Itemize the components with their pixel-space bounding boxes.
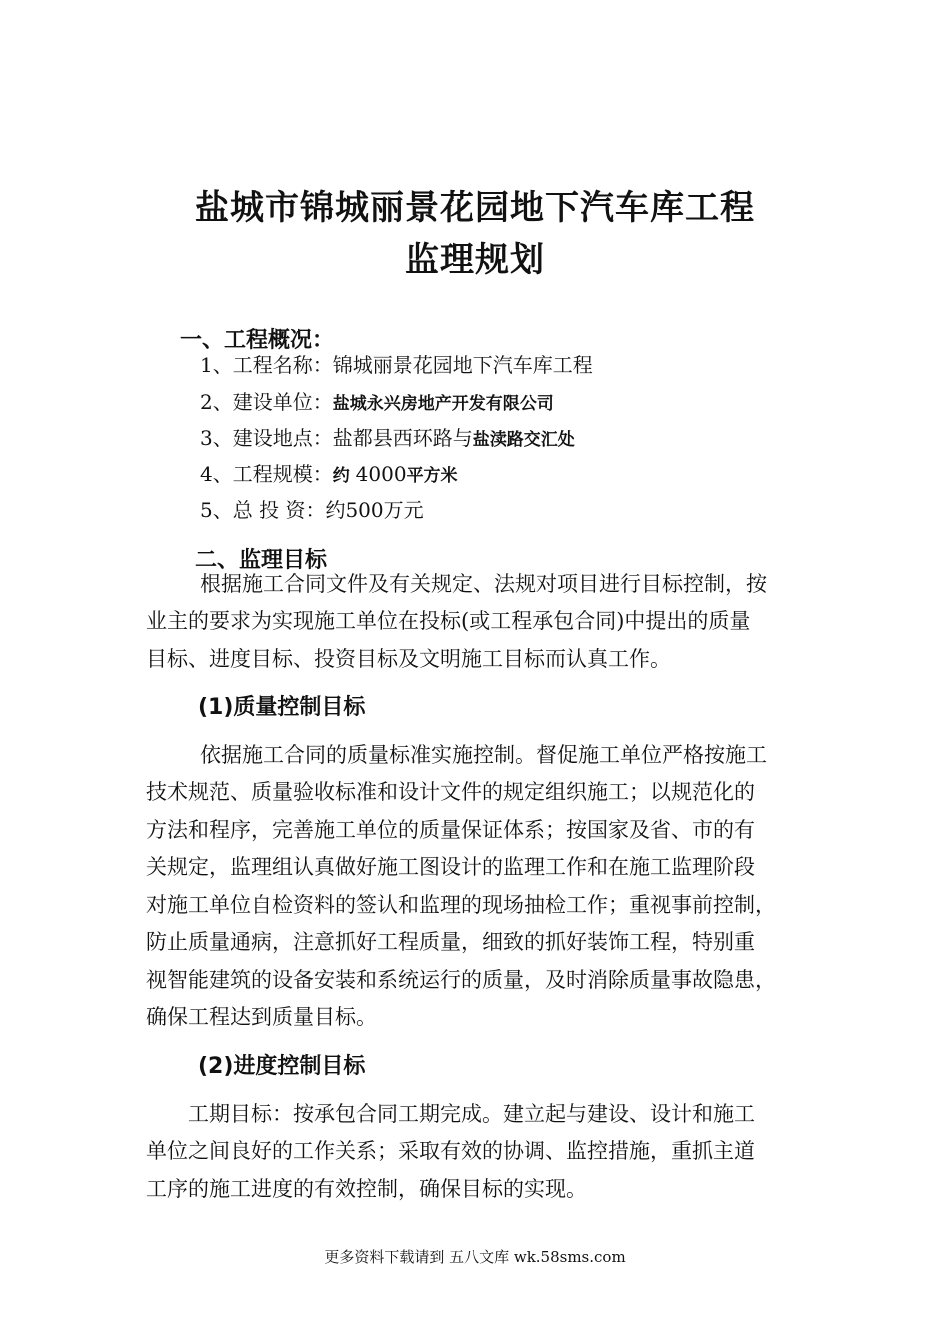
paragraph-line: 技术规范、质量验收标准和设计文件的规定组织施工；以规范化的 xyxy=(146,780,755,804)
paragraph-line: 防止质量通病，注意抓好工程质量，细致的抓好装饰工程，特别重 xyxy=(146,930,755,954)
overview-item-value: 约500万元 xyxy=(325,498,424,522)
overview-item-2 xyxy=(200,386,554,415)
overview-item-1 xyxy=(200,349,593,378)
paragraph-line: 单位之间良好的工作关系；采取有效的协调、监控措施，重抓主道 xyxy=(146,1139,755,1163)
paragraph-line: 根据施工合同文件及有关规定、法规对项目进行目标控制，按 xyxy=(200,572,767,596)
section-1-heading: 一、工程概况： xyxy=(180,328,335,353)
overview-item-label: 5、总 投 资： xyxy=(200,498,326,522)
overview-item-4 xyxy=(200,458,458,487)
overview-item-3 xyxy=(200,422,575,451)
paragraph-line: 业主的要求为实现施工单位在投标(或工程承包合同)中提出的质量 xyxy=(146,609,751,633)
overview-item-value-unit: 平方米 xyxy=(406,466,458,486)
paragraph-line: 对施工单位自检资料的签认和监理的现场抽检工作；重视事前控制， xyxy=(146,893,776,917)
document-title-line-2: 监理规划 xyxy=(405,240,545,280)
overview-item-label: 4、工程规模： xyxy=(200,462,333,486)
overview-item-label: 3、建设地点： xyxy=(200,426,333,450)
overview-item-value: 盐都县西环路与 xyxy=(332,426,473,450)
paragraph-line: 关规定，监理组认真做好施工图设计的监理工作和在施工监理阶段 xyxy=(146,855,755,879)
overview-item-value-number: 4000 xyxy=(355,462,407,486)
footer-download-note: 更多资料下载请到 五八文库 wk.58sms.com xyxy=(324,1248,626,1266)
document-title-line-1: 盐城市锦城丽景花园地下汽车库工程 xyxy=(195,188,755,228)
subsection-quality-heading: (1)质量控制目标 xyxy=(198,695,366,720)
overview-item-value: 盐城永兴房地产开发有限公司 xyxy=(332,394,554,414)
paragraph-line: 工序的施工进度的有效控制，确保目标的实现。 xyxy=(146,1177,587,1201)
overview-item-value-bold: 盐渎路交汇处 xyxy=(472,430,575,450)
overview-item-label: 1、工程名称： xyxy=(200,353,333,377)
subsection-progress-heading: (2)进度控制目标 xyxy=(198,1054,366,1079)
paragraph-line: 依据施工合同的质量标准实施控制。督促施工单位严格按施工 xyxy=(200,743,767,767)
paragraph-line: 视智能建筑的设备安装和系统运行的质量，及时消除质量事故隐患， xyxy=(146,968,776,992)
overview-item-value: 锦城丽景花园地下汽车库工程 xyxy=(332,353,593,377)
overview-item-label: 2、建设单位： xyxy=(200,390,333,414)
paragraph-line: 目标、进度目标、投资目标及文明施工目标而认真工作。 xyxy=(146,647,671,671)
paragraph-line: 工期目标：按承包合同工期完成。建立起与建设、设计和施工 xyxy=(188,1102,755,1126)
overview-item-value-prefix: 约 xyxy=(332,466,356,486)
section-2-heading: 二、监理目标 xyxy=(195,548,328,573)
overview-item-5 xyxy=(200,494,424,523)
paragraph-line: 确保工程达到质量目标。 xyxy=(146,1005,377,1029)
paragraph-line: 方法和程序，完善施工单位的质量保证体系；按国家及省、市的有 xyxy=(146,818,755,842)
